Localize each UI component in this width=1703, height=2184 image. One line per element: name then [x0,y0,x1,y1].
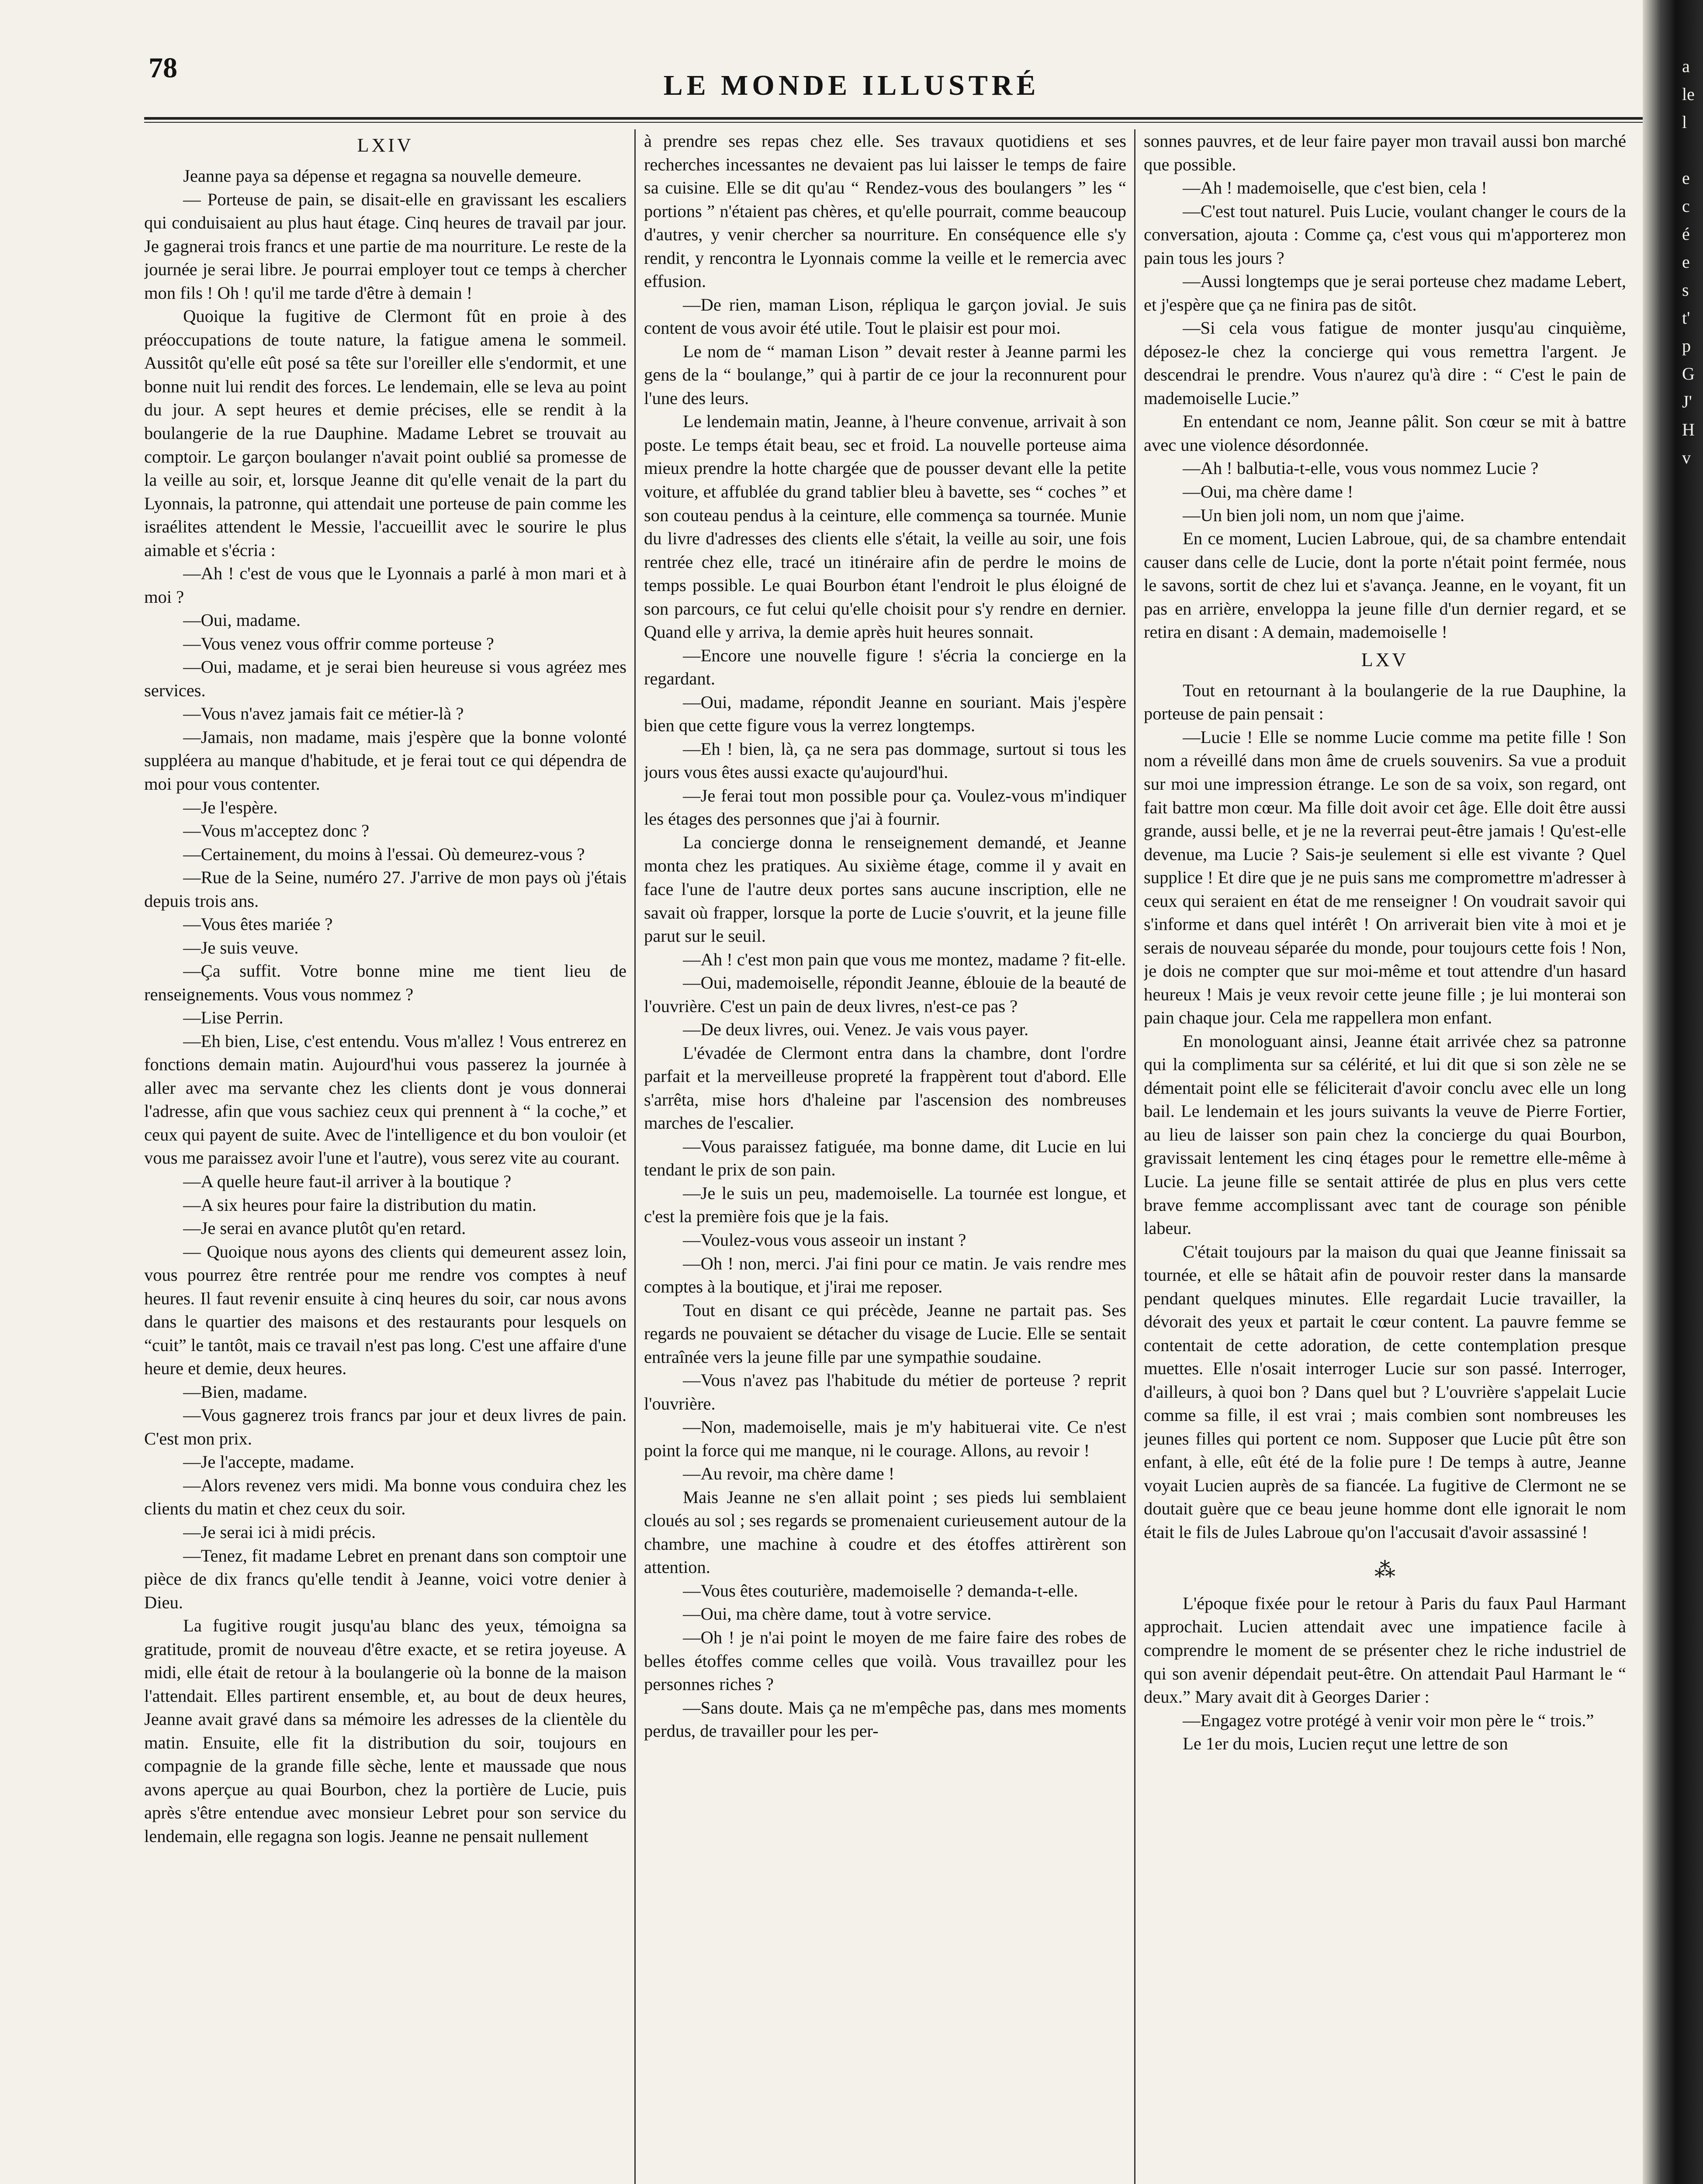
text-columns [144,129,1626,2184]
paragraph: Le nom de “ maman Lison ” devait rester à Jeanne parmi les gens de la “ boulange,” qui à partir de ce jour la reconnurent pour l'une des leurs. [644,341,1126,408]
paragraph: Tout en disant ce qui précède, Jeanne ne partait pas. Ses regards ne pouvaient se détacher du visage de Lucie. Elle se sentait entraînée vers la jeune fille par une sympathie soudaine. [644,1300,1126,1367]
paragraph: — Porteuse de pain, se disait-elle en gravissant les escaliers qui conduisaient au plus haut étage. Cinq heures de travail par jour. Je gagnerai trois francs et une partie de ma nourriture. Le reste de la journée je serai libre. Je pourrai employer tout ce temps à chercher mon fils ! Oh ! qu'il me tarde d'être à demain ! [144,189,627,303]
paragraph: —Vous n'avez pas l'habitude du métier de porteuse ? reprit l'ouvrière. [644,1370,1126,1413]
adjacent-page-letter: p [1682,336,1691,356]
adjacent-page-letter: v [1682,448,1691,467]
adjacent-page-letter: e [1682,168,1690,188]
paragraph: —Alors revenez vers midi. Ma bonne vous conduira chez les clients du matin et chez ceux du soir. [144,1475,627,1519]
paragraph: —Oui, madame, répondit Jeanne en souriant. Mais j'espère bien que cette figure vous la verrez longtemps. [644,692,1126,736]
paragraph: En entendant ce nom, Jeanne pâlit. Son cœur se mit à battre avec une violence désordonnée. [1144,411,1626,455]
adjacent-page-letter: G [1682,364,1695,384]
paragraph: —Eh ! bien, là, ça ne sera pas dommage, surtout si tous les jours vous êtes aussi exacte qu'aujourd'hui. [644,739,1126,782]
paragraph: —A quelle heure faut-il arriver à la boutique ? [183,1171,512,1191]
paragraph: à prendre ses repas chez elle. Ses travaux quotidiens et ses recherches incessantes ne devaient pas lui laisser le temps de faire sa cuisine. Elle se dit qu'au “ Rendez-vous des boulangers ” les “ portions ” n'étaient pas chères, et qu'elle pourrait, comme beaucoup d'autres, y venir chercher sa nourriture. En conséquence elle s'y rendit, y rencontra le Lyonnais comme la veille et le remercia avec effusion. [644,131,1126,291]
adjacent-page-letter: é [1682,224,1690,244]
paragraph: —Tenez, fit madame Lebret en prenant dans son comptoir une pièce de dix francs qu'elle tendit à Jeanne, voici votre denier à Dieu. [144,1545,627,1612]
adjacent-page-letter: e [1682,252,1690,272]
paragraph: —Encore une nouvelle figure ! s'écria la concierge en la regardant. [644,645,1126,689]
paragraph: —Oh ! non, merci. J'ai fini pour ce matin. Je vais rendre mes comptes à la boutique, et j'irai me reposer. [644,1253,1126,1297]
adjacent-page-fragment [1682,52,1703,472]
paragraph: —Bien, madame. [183,1382,308,1402]
paragraph: —Eh bien, Lise, c'est entendu. Vous m'allez ! Vous entrerez en fonctions demain matin. Aujourd'hui vous passerez la journée à aller avec ma servante chez les clients dont je vous donnerai l'adresse, afin que vous sachiez ceux qui prennent à “ la coche,” et ceux qui payent de suite. Avec de l'intelligence et du bon vouloir (et vous me paraissez avoir l'une et l'autre), vous serez vite au courant. [144,1031,627,1168]
paragraph: Tout en retournant à la boulangerie de la rue Dauphine, la porteuse de pain pensait : [1144,680,1626,724]
paragraph: —Je l'accepte, madame. [183,1452,354,1472]
paragraph: —Ah ! c'est mon pain que vous me montez, madame ? fit-elle. [683,949,1126,969]
paragraph: —Je le suis un peu, mademoiselle. La tournée est longue, et c'est la première fois que je la fais. [644,1183,1126,1227]
paragraph: —Lucie ! Elle se nomme Lucie comme ma petite fille ! Son nom a réveillé dans mon âme de cruels souvenirs. Sa vue a produit sur moi une impression étrange. Le son de sa voix, son regard, ont fait battre mon cœur. Ma fille doit avoir cet âge. Elle doit être aussi grande, aussi belle, et je ne la reverrai peut-être jamais ! Qu'est-elle devenue, ma Lucie ? Sais-je seulement si elle est vivante ? Quel supplice ! Et dire que je ne puis sans me compromettre m'adresser à ceux qui seraient en état de me renseigner ! On voudrait savoir qui s'informe et dans quel intérêt ! On arriverait bien vite à moi et je serais de nouveau séparée du monde, pour toujours cette fois ! Non, je dois ne compter que sur moi-même et tout attendre d'un hasard heureux ! Mais je veux revoir cette jeune fille ; je lui monterai son pain chaque jour. Cela me rappellera mon enfant. [1144,727,1626,1028]
paragraph: —Oui, madame. [183,610,301,630]
paragraph: Mais Jeanne ne s'en allait point ; ses pieds lui semblaient cloués au sol ; ses regards se promenaient curieusement autour de la chambre, une machine à coudre et des étoffes attirèrent son attention. [644,1487,1126,1577]
paragraph: L'évadée de Clermont entra dans la chambre, dont l'ordre parfait et la merveilleuse propreté la frappèrent tout d'abord. Elle s'arrêta, mise hors d'haleine par l'ascension des nombreuses marches de l'escalier. [644,1043,1126,1133]
paragraph: —C'est tout naturel. Puis Lucie, voulant changer le cours de la conversation, ajouta : Comme ça, c'est vous qui m'apporterez mon pain tous les jours ? [1144,201,1626,268]
paragraph: —Oh ! je n'ai point le moyen de me faire faire des robes de belles étoffes comme celles que voilà. Vous travaillez pour les personnes riches ? [644,1628,1126,1694]
paragraph: —Aussi longtemps que je serai porteuse chez madame Lebert, et j'espère que ça ne finira pas de sitôt. [1144,271,1626,314]
paragraph: —Un bien joli nom, un nom que j'aime. [1183,505,1465,525]
paragraph: —Lise Perrin. [183,1008,284,1028]
page-number: 78 [149,52,177,84]
adjacent-page-letter [1682,136,1703,164]
adjacent-page-letter: l [1682,112,1687,132]
paragraph: La concierge donna le renseignement demandé, et Jeanne monta chez les pratiques. Au sixième étage, comme il y avait en face l'une de l'autre deux portes sans aucune inscription, elle ne savait où frapper, lorsque la porte de Lucie s'ouvrit, et la jeune fille parut sur le seuil. [644,832,1126,946]
paragraph: —Oui, ma chère dame ! [1183,481,1353,501]
paragraph: —Je ferai tout mon possible pour ça. Voulez-vous m'indiquer les étages des personnes que j'ai à fournir. [644,785,1126,829]
paragraph: —A six heures pour faire la distribution du matin. [183,1195,537,1215]
paragraph: Le 1er du mois, Lucien reçut une lettre de son [1183,1734,1508,1754]
adjacent-page-letter: s [1682,280,1689,300]
paragraph: —Je serai en avance plutôt qu'en retard. [183,1218,466,1238]
paragraph: —Vous venez vous offrir comme porteuse ? [183,633,494,653]
paragraph: —Ça suffit. Votre bonne mine me tient lieu de renseignements. Vous vous nommez ? [144,961,627,1004]
paragraph: —Vous m'acceptez donc ? [183,821,370,841]
paragraph: —Ah ! mademoiselle, que c'est bien, cela ! [1183,178,1487,198]
paragraph: —De rien, maman Lison, répliqua le garçon jovial. Je suis content de vous avoir été utile. Tout le plaisir est pour moi. [644,294,1126,338]
adjacent-page-letter: t' [1682,308,1690,328]
paragraph: —Rue de la Seine, numéro 27. J'arrive de mon pays où j'étais depuis trois ans. [144,867,627,911]
column-3 [1144,129,1626,2184]
paragraph: C'était toujours par la maison du quai que Jeanne finissait sa tournée, et elle se hâtait afin de pouvoir rester dans la mansarde pendant quelques minutes. Elle regardait Lucie travailler, la dévorait des yeux et partait le cœur content. La pauvre femme se contentait de cette adoration, de cette contemplation presque muettes. Elle n'osait interroger Lucie sur son passé. Interroger, d'ailleurs, à quoi bon ? Dans quel but ? L'ouvrière s'appelait Lucie comme sa fille, il est vrai ; mais combien sont nombreuses les jeunes filles qui portent ce nom. Supposer que Lucie pût être son enfant, à elle, eût été de la folie pure ! De temps à autre, Jeanne voyait Lucien auprès de sa fiancée. La fugitive de Clermont ne se doutait guère que ce beau jeune homme dont elle ignorait le nom était le fils de Jules Labroue qu'on l'accusait d'avoir assassiné ! [1144,1241,1626,1542]
paragraph: —Je serai ici à midi précis. [183,1522,376,1542]
paragraph: Le lendemain matin, Jeanne, à l'heure convenue, arrivait à son poste. Le temps était beau, sec et froid. La nouvelle porteuse aima mieux prendre la hotte chargée que de pousser devant elle la petite voiture, et affublée du grand tablier bleu à bavette, ses “ coches ” et son couteau pendus à la ceinture, elle commença sa tournée. Munie du livre d'adresses des clients elle s'était, la veille au soir, une fois rentrée chez elle, tracé un itinéraire afin de perdre le moins de temps possible. Le quai Bourbon étant l'endroit le plus éloigné de son parcours, ce fut celui qu'elle choisit pour s'y rendre en dernier. Quand elle y arriva, la demie après huit heures sonnait. [644,411,1126,642]
paragraph: L'époque fixée pour le retour à Paris du faux Paul Harmant approchait. Lucien attendait avec une impatience facile à comprendre le moment de se présenter chez le riche industriel de qui son avenir dépendait peut-être. On attendait Paul Harmant le “ deux.” Mary avait dit à Georges Darier : [1144,1593,1626,1707]
paragraph: —Oui, madame, et je serai bien heureuse si vous agréez mes services. [144,657,627,700]
adjacent-page-letter: H [1682,420,1695,439]
paragraph: En ce moment, Lucien Labroue, qui, de sa chambre entendait causer dans celle de Lucie, dont la porte n'était point fermée, nous le savons, sortit de chez lui et s'avança. Jeanne, en le voyant, fit un pas en arrière, enveloppa la jeune fille d'un dernier regard, et se retira en disant : A demain, mademoiselle ! [1144,529,1626,642]
paragraph: —Oui, mademoiselle, répondit Jeanne, éblouie de la beauté de l'ouvrière. C'est un pain de deux livres, n'est-ce pas ? [644,973,1126,1016]
adjacent-page-letter: le [1682,84,1695,104]
paragraph: —Vous êtes mariée ? [183,914,333,934]
paragraph: —Sans doute. Mais ça ne m'empêche pas, dans mes moments perdus, de travailler pour les per- [644,1697,1126,1741]
paragraph: —Vous gagnerez trois francs par jour et deux livres de pain. C'est mon prix. [144,1405,627,1448]
paragraph: —Jamais, non madame, mais j'espère que la bonne volonté suppléera au manque d'habitude, et je ferai tout ce qui dépendra de moi pour vous contenter. [144,727,627,794]
column-1 [144,129,627,2184]
chapter-heading: LXIV [357,135,414,156]
paragraph: — Quoique nous ayons des clients qui demeurent assez loin, vous pourrez être rentrée pour me rendre vos comptes à neuf heures. Il faut revenir ensuite à cinq heures du soir, car nous avons dans le quartier des maisons et des restaurants pour lesquels on “cuit” le tantôt, mais ce travail n'est pas long. C'est une affaire d'une heure et demie, deux heures. [144,1241,627,1379]
section-break: ⁂ [1374,1558,1395,1582]
paragraph: —Au revoir, ma chère dame ! [683,1464,895,1484]
adjacent-page-letter: c [1682,196,1690,216]
paragraph: —Voulez-vous vous asseoir un instant ? [683,1230,966,1250]
paragraph: En monologuant ainsi, Jeanne était arrivée chez sa patronne qui la complimenta sur sa célérité, et lui dit que si son zèle ne se démentait point elle se féliciterait d'avoir conclu avec elle un long bail. Le lendemain et les jours suivants la veuve de Pierre Fortier, au lieu de laisser son pain chez la concierge du quai Bourbon, gravissait lentement les cinq étages pour le remettre elle-même à Lucie. La jeune fille se sentait attirée de plus en plus vers cette brave femme accomplissant avec tant de courage son pénible labeur. [1144,1031,1626,1238]
paragraph: —Certainement, du moins à l'essai. Où demeurez-vous ? [183,844,585,864]
paragraph: —Vous êtes couturière, mademoiselle ? demanda-t-elle. [683,1580,1078,1600]
column-2 [644,129,1126,2184]
paragraph: —Vous paraissez fatiguée, ma bonne dame, dit Lucie en lui tendant le prix de son pain. [644,1136,1126,1180]
paragraph: La fugitive rougit jusqu'au blanc des yeux, témoigna sa gratitude, promit de nouveau d'être exacte, et se retira joyeuse. A midi, elle était de retour à la boulangerie où la bonne de la maison l'attendait. Elles partirent ensemble, et, au bout de deux heures, Jeanne avait gravé dans sa mémoire les adresses de la clientèle du matin. Ensuite, elle fit la distribution du soir, toujours en compagnie de la grande fille sèche, lente et maussade que nous avons aperçue au quai Bourbon, chez la portière de Lucie, puis après s'être entendue avec monsieur Lebret pour son service du lendemain, elle regagna son logis. Jeanne ne pensait nullement [144,1616,627,1846]
paragraph: —Ah ! c'est de vous que le Lyonnais a parlé à mon mari et à moi ? [144,563,627,607]
paragraph: —Oui, ma chère dame, tout à votre service. [683,1604,992,1624]
paragraph: Quoique la fugitive de Clermont fût en proie à des préoccupations de toute nature, la fatigue amena le sommeil. Aussitôt qu'elle eût posé sa tête sur l'oreiller elle s'endormit, et une bonne nuit lui rendit des forces. Le lendemain, elle se leva au point du jour. A sept heures et demie précises, elle se rendit à la boulangerie de la rue Dauphine. Madame Lebret se trouvait au comptoir. Le garçon boulanger n'avait point oublié sa promesse de la veille au soir, et, lorsque Jeanne dit qu'elle venait de la part du Lyonnais, la patronne, qui attendait une porteuse de pain comme les israélites attendent le Messie, l'accueillit avec le sourire le plus aimable et s'écria : [144,306,627,560]
paragraph: —Si cela vous fatigue de monter jusqu'au cinquième, déposez-le chez la concierge qui vous remettra l'argent. Je descendrai le prendre. Vous n'aurez qu'à dire : “ C'est le pain de mademoiselle Lucie.” [1144,318,1626,408]
paragraph: —Ah ! balbutia-t-elle, vous vous nommez Lucie ? [1183,458,1539,478]
header-rule [144,117,1665,123]
paragraph: sonnes pauvres, et de leur faire payer mon travail aussi bon marché que possible. [1144,131,1626,174]
paragraph: —Non, mademoiselle, mais je m'y habituerai vite. Ce n'est point la force qui me manque, ni le courage. Allons, au revoir ! [644,1417,1126,1460]
running-head: LE MONDE ILLUSTRÉ [663,69,1040,101]
paragraph: Jeanne paya sa dépense et regagna sa nouvelle demeure. [183,166,582,186]
paragraph: —Je l'espère. [183,797,278,817]
adjacent-page-letter: J' [1682,392,1692,411]
paragraph: —Engagez votre protégé à venir voir mon père le “ trois.” [1183,1710,1594,1730]
paragraph: —Vous n'avez jamais fait ce métier-là ? [183,704,464,724]
chapter-heading: LXV [1361,649,1409,670]
paragraph: —De deux livres, oui. Venez. Je vais vous payer. [683,1019,1029,1040]
paragraph: —Je suis veuve. [183,937,299,957]
adjacent-page-letter: a [1682,56,1690,76]
